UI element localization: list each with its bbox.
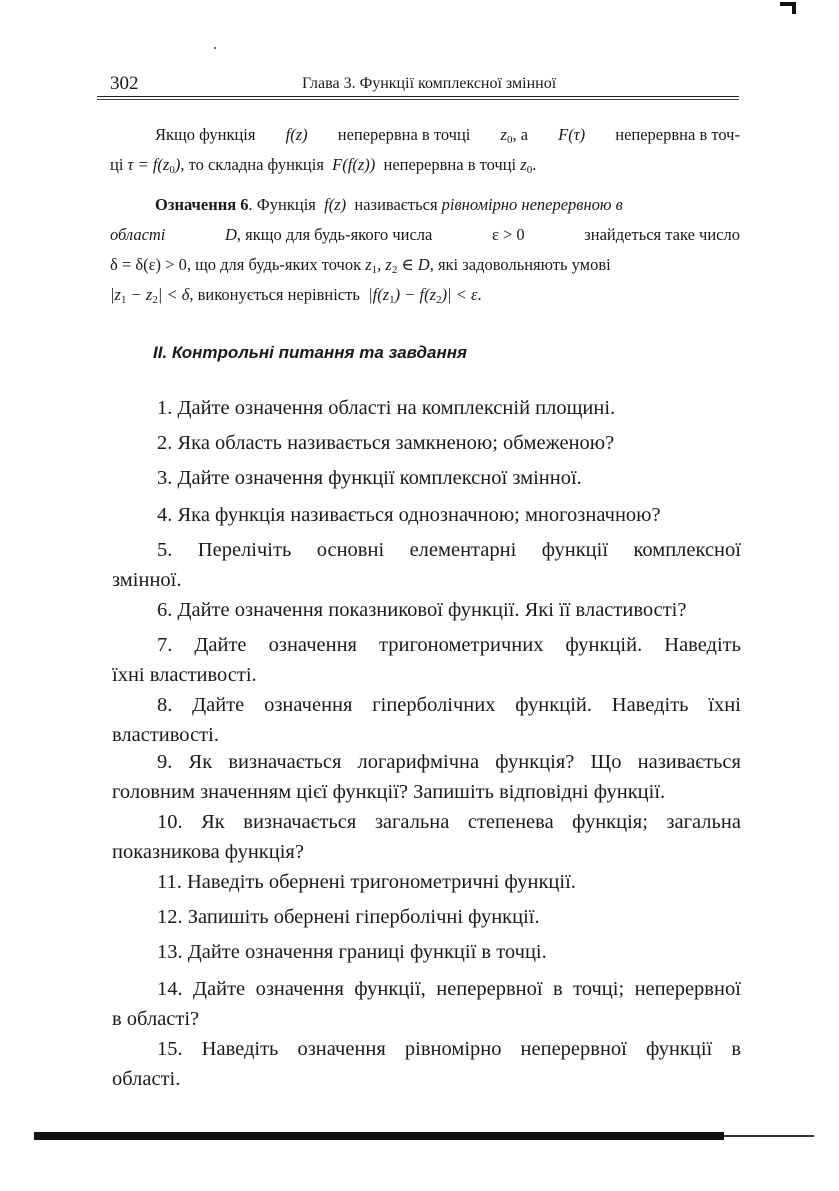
paragraph-line: $|z_1 - z_2| < \delta$, виконується нерівність $|f(z_1) - f(z_2)| < \varepsilon$. bbox=[110, 285, 482, 306]
paragraph-line: Якщо функція f(z) неперервна в точці $z_0$, а F(τ) неперервна в точ- bbox=[155, 125, 740, 146]
question-line: 13. Дайте означення границі функції в точці. bbox=[157, 941, 547, 963]
paragraph-line: області D, якщо для будь-якого числа ε > 0 знайдеться таке число bbox=[110, 225, 740, 244]
question-item bbox=[112, 867, 741, 897]
question-line: 10. Як визначається загальна степенева функція; загальна bbox=[157, 811, 741, 833]
header-rule bbox=[97, 96, 739, 97]
question-line: 6. Дайте означення показникової функції. Які її властивості? bbox=[157, 599, 687, 621]
question-line: 14. Дайте означення функції, неперервної в точці; неперервної bbox=[157, 978, 741, 1000]
scan-speck bbox=[214, 47, 216, 49]
question-item bbox=[112, 428, 741, 458]
question-line: 15. Наведіть означення рівномірно неперервної функції в bbox=[157, 1038, 741, 1060]
question-line: 11. Наведіть обернені тригонометричні функції. bbox=[157, 871, 576, 893]
question-line: головним значенням цієї функції? Запишіть відповідні функції. bbox=[112, 781, 666, 803]
question-item bbox=[112, 595, 741, 625]
question-item bbox=[112, 937, 741, 967]
corner-mark-icon bbox=[780, 2, 796, 14]
question-line: 8. Дайте означення гіперболічних функцій. Наведіть їхні bbox=[157, 694, 741, 716]
section-heading: ІІ. Контрольні питання та завдання bbox=[153, 343, 468, 362]
question-item bbox=[112, 630, 741, 690]
question-line: змінної. bbox=[112, 569, 182, 591]
question-line: 2. Яка область називається замкненою; обмеженою? bbox=[157, 432, 615, 454]
question-item bbox=[112, 974, 741, 1034]
question-item bbox=[112, 690, 741, 750]
question-item bbox=[112, 463, 741, 493]
bottom-rule bbox=[34, 1132, 814, 1140]
page-header bbox=[97, 74, 739, 96]
question-item bbox=[112, 535, 741, 595]
question-line: 4. Яка функція називається однозначною; многозначною? bbox=[157, 504, 661, 526]
question-line: 7. Дайте означення тригонометричних функцій. Наведіть bbox=[157, 634, 741, 656]
paragraph-line: Означення 6. Функція f(z) називається рівномірно неперервною в bbox=[155, 195, 623, 214]
running-title: Глава 3. Функції комплексної змінної bbox=[302, 75, 557, 92]
bottom-rule-thick bbox=[34, 1132, 724, 1140]
question-item bbox=[112, 393, 741, 423]
question-line: їхні властивості. bbox=[112, 664, 257, 686]
defined-term: рівномірно неперервною в bbox=[441, 195, 623, 214]
question-line: 5. Перелічіть основні елементарні функції комплексної bbox=[157, 539, 741, 561]
question-line: показникова функція? bbox=[112, 841, 304, 863]
question-item bbox=[112, 1034, 741, 1094]
question-line: 9. Як визначається логарифмічна функція? Що називається bbox=[157, 751, 741, 773]
question-line: 1. Дайте означення області на комплексній площині. bbox=[157, 397, 616, 419]
question-item bbox=[112, 807, 741, 867]
question-line: властивості. bbox=[112, 724, 219, 746]
question-item bbox=[112, 902, 741, 932]
paragraph-line: δ = δ(ε) > 0, що для будь-яких точок $z_1$, $z_2$ ∈ D, які задовольняють умові bbox=[110, 255, 611, 276]
question-line: області. bbox=[112, 1068, 181, 1090]
header-rule-thin bbox=[97, 99, 739, 100]
bottom-rule-thin bbox=[724, 1135, 814, 1137]
continuity-paragraph bbox=[110, 121, 740, 176]
question-item bbox=[112, 747, 741, 807]
question-line: в області? bbox=[112, 1008, 200, 1030]
paragraph-line: ці $\tau = f(z_0)$, то складна функція F(f(z)) неперервна в точці $z_0$. bbox=[110, 155, 537, 176]
question-line: 3. Дайте означення функції комплексної змінної. bbox=[157, 467, 582, 489]
definition-label: Означення 6 bbox=[155, 195, 249, 214]
question-line: 12. Запишіть обернені гіперболічні функції. bbox=[157, 906, 540, 928]
question-item bbox=[112, 500, 741, 530]
page-number: 302 bbox=[110, 73, 139, 94]
